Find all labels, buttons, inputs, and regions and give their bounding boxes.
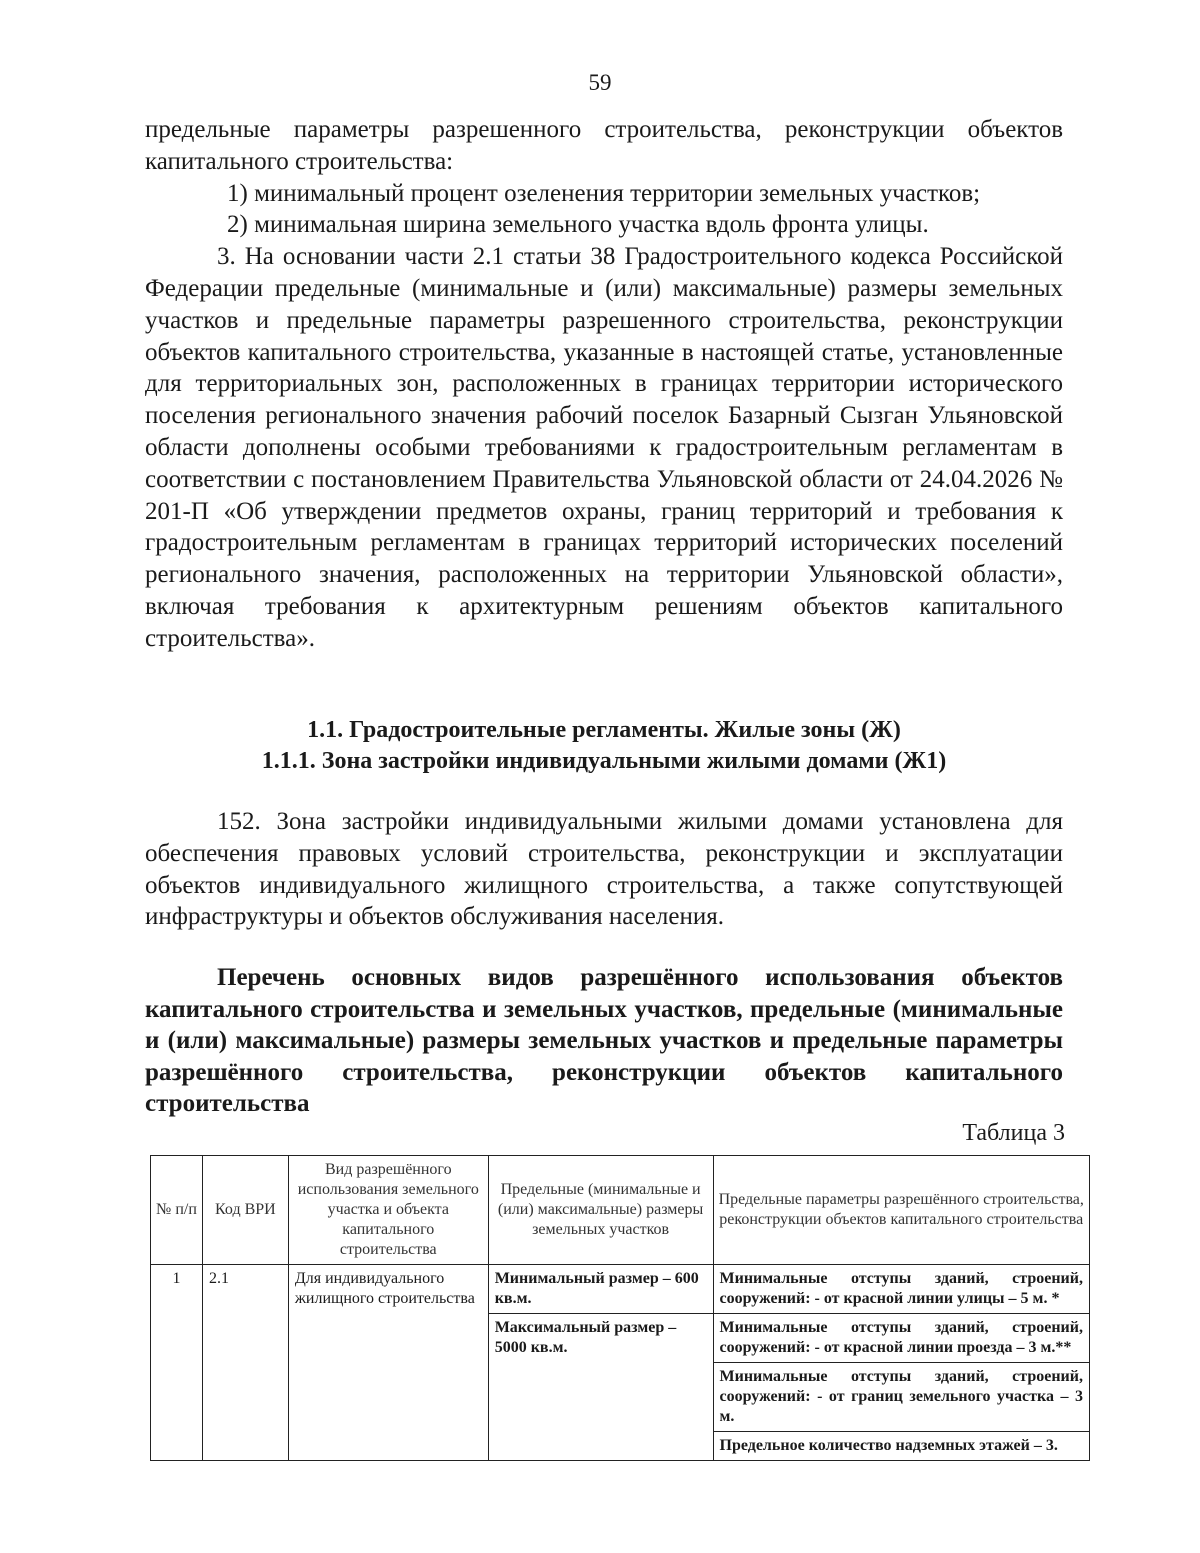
header-params: Предельные параметры разрешённого строительства, реконструкции объектов капитального строительства xyxy=(713,1156,1090,1265)
header-use: Вид разрешённого использования земельного участка и объекта капитального строительства xyxy=(288,1156,488,1265)
header-num: № п/п xyxy=(151,1156,203,1265)
intro-continuation: предельные параметры разрешенного строительства, реконструкции объектов капитального строительства: xyxy=(145,116,1063,175)
cell-use: Для индивидуального жилищного строительства xyxy=(288,1265,488,1461)
paragraph-152-block xyxy=(145,806,1063,933)
cell-param-1: Минимальные отступы зданий, строений, сооружений: - от красной линии улицы – 5 м. * xyxy=(713,1265,1090,1314)
cell-max-size: Максимальный размер – 5000 кв.м. xyxy=(488,1314,713,1461)
list-title: Перечень основных видов разрешённого использования объектов капитального строительства и земельных участков, предельные (минимальные и (или) максимальные) размеры земельных участков и предельные параметры разрешённого строительства, реконструкции объектов капитального строительства xyxy=(145,964,1063,1117)
intro-block xyxy=(145,114,1063,655)
cell-param-3: Минимальные отступы зданий, строений, сооружений: - от границ земельного участка – 3 м. xyxy=(713,1363,1090,1432)
header-code: Код ВРИ xyxy=(202,1156,288,1265)
cell-num: 1 xyxy=(151,1265,203,1461)
paragraph-3: 3. На основании части 2.1 статьи 38 Градостроительного кодекса Российской Федерации предельные (минимальные и (или) максимальные) размеры земельных участков и предельные параметры разрешенного строительства, реконструкции объектов капитального строительства, указанные в настоящей статье, установленные для территориальных зон, расположенных в границах территории исторического поселения регионального значения рабочий поселок Базарный Сызган Ульяновской области дополнены особыми требованиями к градостроительным регламентам в соответствии с постановлением Правительства Ульяновской области от 24.04.2026 № 201-П «Об утверждении предметов охраны, границ территорий и требования к градостроительным регламентам в границах территорий исторических поселений регионального значения, расположенных на территории Ульяновской области», включая требования к архитектурным решениям объектов капитального строительства». xyxy=(145,243,1063,652)
table-row xyxy=(151,1265,1090,1314)
cell-code: 2.1 xyxy=(202,1265,288,1461)
cell-min-size: Минимальный размер – 600 кв.м. xyxy=(488,1265,713,1314)
subsection-heading: 1.1.1. Зона застройки индивидуальными жилыми домами (Ж1) xyxy=(261,748,947,774)
page-number: 59 xyxy=(588,70,612,95)
cell-param-4: Предельное количество надземных этажей – 3. xyxy=(713,1432,1090,1461)
section-heading: 1.1. Градостроительные регламенты. Жилые зоны (Ж) xyxy=(307,717,901,743)
table-label: Таблица 3 xyxy=(962,1120,1065,1146)
table-header-row xyxy=(151,1156,1090,1265)
header-sizes: Предельные (минимальные и (или) максимальные) размеры земельных участков xyxy=(488,1156,713,1265)
list-item-2: 2) минимальная ширина земельного участка вдоль фронта улицы. xyxy=(227,211,929,239)
regulations-table xyxy=(150,1155,1090,1461)
list-item-1: 1) минимальный процент озеленения территории земельных участков; xyxy=(227,179,981,207)
cell-param-2: Минимальные отступы зданий, строений, сооружений: - от красной линии проезда – 3 м.** xyxy=(713,1314,1090,1363)
paragraph-152: 152. Зона застройки индивидуальными жилыми домами установлена для обеспечения правовых условий строительства, реконструкции и эксплуатации объектов индивидуального жилищного строительства, а также сопутствующей инфраструктуры и объектов обслуживания населения. xyxy=(145,808,1063,931)
